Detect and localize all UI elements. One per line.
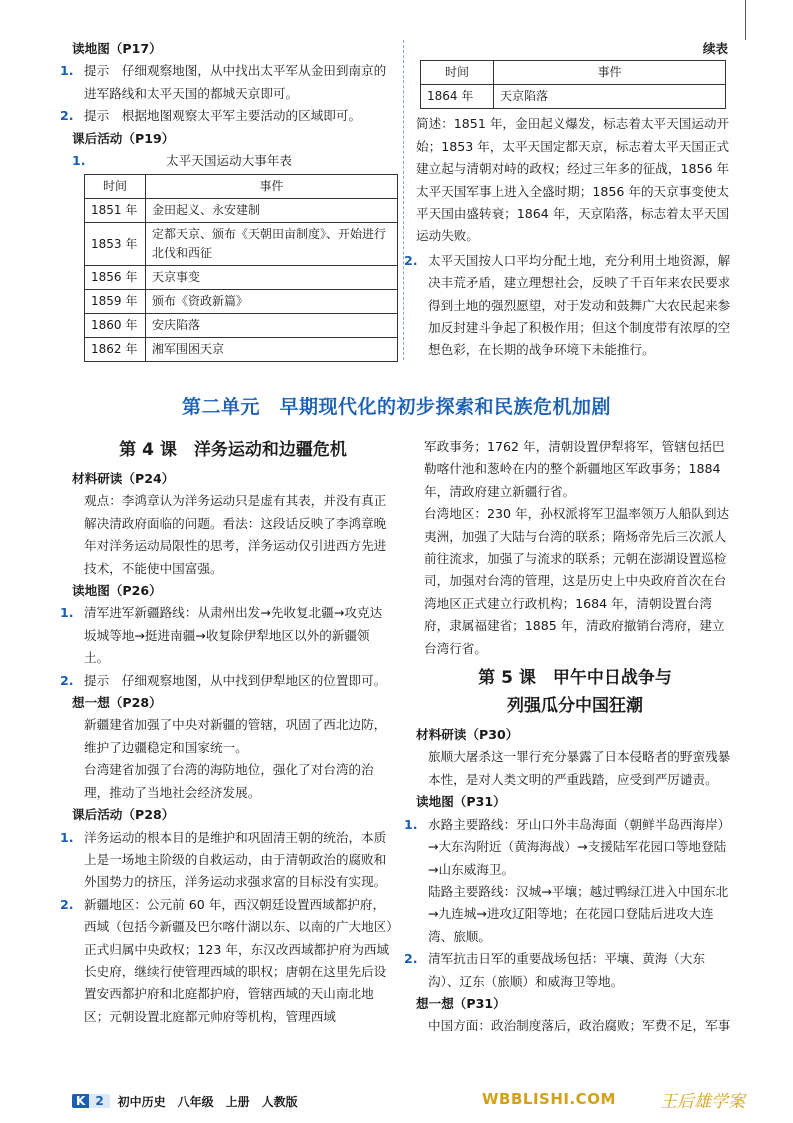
- table-caption: 1. 太平天国运动大事年表: [72, 153, 292, 169]
- table-header-row: [421, 61, 726, 85]
- think-text: 中国方面：政治制度落后，政治腐败；军费不足，军事: [428, 1018, 731, 1034]
- table-cell-event: 颁布《资政新篇》: [146, 290, 398, 314]
- think-text-2: 台湾建省加强了台湾的海防地位，强化了对台湾的治理，推动了当地社会经济发展。: [84, 762, 374, 800]
- read-map-item-1: 1. 提示 仔细观察地图，从中找出太平军从金田到南京的进军路线和太平天国的都城天京即可。: [60, 63, 387, 101]
- after-class-heading: 课后活动（P19）: [72, 130, 175, 146]
- left-top-section: [60, 38, 394, 362]
- table-cell-year: 1860 年: [85, 314, 146, 338]
- table-cell-event: 安庆陷落: [146, 314, 398, 338]
- table-header-time: 时间: [85, 175, 146, 199]
- table-cell-event: 金田起义、永安建制: [146, 199, 398, 223]
- brand-signature: 王后雄学案: [660, 1092, 745, 1112]
- page-number-badge: [72, 1092, 110, 1110]
- table-cell-year: 1859 年: [85, 290, 146, 314]
- read-map-item-2: 2. 提示 根据地图观察太平军主要活动的区域即可。: [60, 108, 362, 124]
- think-heading: 想一想（P28）: [72, 695, 162, 711]
- table-header-time: 时间: [421, 61, 494, 85]
- summary-text: 简述：1851 年，金田起义爆发，标志着太平天国运动开始；1853 年，太平天国定都天京，标志着太平天国正式建立起与清朝对峙的政权；经过三年多的征战，1856 年太平天国军事上进入全盛时期；1856 年的天京事变使太平天国由盛转衰；1864 年，天京陷落，标志着太平天国运动失败。: [416, 116, 730, 244]
- read-map-heading: 读地图（P17）: [72, 41, 162, 56]
- lesson-4-section: [60, 436, 394, 1028]
- column-divider: [403, 40, 404, 360]
- lesson-4-title: 第 4 课 洋务运动和边疆危机: [119, 440, 347, 460]
- lesson-5-title-line-2: 列强瓜分中国狂潮: [507, 696, 643, 717]
- k-logo: K: [72, 1094, 89, 1108]
- table-row: [85, 223, 398, 266]
- website-watermark: WBBLISHI.COM: [482, 1090, 616, 1108]
- table-row: [85, 290, 398, 314]
- table-header-row: [85, 175, 398, 199]
- read-map-heading: 读地图（P26）: [72, 583, 162, 599]
- table-cell-event: 天京事变: [146, 266, 398, 290]
- read-map-item-1: 1. 水路主要路线：牙山口外丰岛海面（朝鲜半岛西海岸）→大东沟附近（黄海海战）→支援陆军花园口等地登陆→山东威海卫。: [404, 816, 731, 877]
- material-text: 观点：李鸿章认为洋务运动只是虚有其表，并没有真正解决清政府面临的问题。看法：这段话反映了李鸿章晚年对洋务运动局限性的思考，洋务运动仅引进西方先进技术，不能使中国富强。: [84, 493, 387, 576]
- think-text-1: 新疆建省加强了中央对新疆的管辖，巩固了西北边防，维护了边疆稳定和国家统一。: [84, 717, 387, 755]
- table-cell-year: 1864 年: [421, 85, 494, 109]
- after-class-heading: 课后活动（P28）: [72, 807, 175, 823]
- page-edge-line: [745, 0, 746, 40]
- material-heading: 材料研读（P24）: [72, 471, 175, 486]
- table-cell-year: 1853 年: [85, 223, 146, 266]
- after-class-item-1: 1. 洋务运动的根本目的是维护和巩固清王朝的统治，本质上是一场地主阶级的自救运动，由于清朝政治的腐败和外国势力的挤压，洋务运动求强求富的目标没有实现。: [60, 829, 387, 890]
- table-cell-year: 1851 年: [85, 199, 146, 223]
- lesson-5-title-line-1: 第 5 课 甲午中日战争与: [478, 668, 672, 689]
- unit-title: 第二单元 早期现代化的初步探索和民族危机加剧: [181, 396, 611, 418]
- book-info: 初中历史 八年级 上册 人教版: [117, 1094, 298, 1109]
- table-header-event: 事件: [494, 61, 726, 85]
- read-map-heading: 读地图（P31）: [416, 794, 506, 810]
- table-cell-year: 1862 年: [85, 338, 146, 362]
- item-2: 2. 太平天国按人口平均分配土地，充分利用土地资源，解决丰荒矛盾，建立理想社会，反映了千百年来农民要求得到土地的强烈愿望，对于发动和鼓舞广大农民起来参加反封建斗争起了积极作用；但这个制度带有浓厚的空想色彩，在长期的战争环境下未能推行。: [404, 252, 731, 358]
- continued-table: [420, 60, 726, 109]
- table-cell-event: 定都天京、颁布《天朝田亩制度》、开始进行北伐和西征: [146, 223, 398, 266]
- table-row: [85, 199, 398, 223]
- page-number: 2: [89, 1094, 109, 1108]
- taiping-events-table: [84, 174, 398, 362]
- right-top-section: [404, 38, 734, 362]
- page-footer: [72, 1092, 298, 1110]
- xinjiang-continued-text: 军政事务；1762 年，清朝设置伊犁将军，管辖包括巴勒喀什池和葱岭在内的整个新疆地区军政事务；1884 年，清政府建立新疆行省。: [424, 439, 725, 499]
- continued-label: 续表: [702, 41, 728, 56]
- table-header-event: 事件: [146, 175, 398, 199]
- taiwan-text: 台湾地区：230 年，孙权派将军卫温率领万人船队到达夷洲，加强了大陆与台湾的联系；隋炀帝先后三次派人前往流求，加强了与流求的联系；元朝在澎湖设置巡检司，加强对台湾的管理，这是历史上中央政府首次在台湾地区正式建立行政机构；1684 年，清朝设置台湾府，隶属福建省；1885 年，清政府撤销台湾府，建立台湾行省。: [424, 506, 730, 656]
- think-heading: 想一想（P31）: [416, 995, 506, 1011]
- table-row: [85, 314, 398, 338]
- table-row: [85, 338, 398, 362]
- table-cell-event: 湘军围困天京: [146, 338, 398, 362]
- right-lower-section: [404, 436, 734, 1038]
- read-map-item-2: 2. 清军抗击日军的重要战场包括：平壤、黄海（大东沟）、辽东（旅顺）和威海卫等地。: [404, 951, 706, 989]
- land-route-text: 陆路主要路线：汉城→平壤；越过鸭绿江进入中国东北→九连城→进攻辽阳等地；在花园口登陆后进攻大连湾、旅顺。: [428, 883, 729, 944]
- table-row: [85, 266, 398, 290]
- after-class-item-2: 2. 新疆地区：公元前 60 年，西汉朝廷设置西域都护府，西域（包括今新疆及巴尔喀什湖以东、以南的广大地区）正式归属中央政权；123 年，东汉改西域都护府为西域长史府，继续行使管理西域的职权；唐朝在这里先后设置安西都护府和北庭都护府，管辖西域的天山南北地区；元朝设置北庭都元帅府等机构，管理西域: [60, 896, 393, 1024]
- read-map-item-1: 1. 清军进军新疆路线：从肃州出发→先收复北疆→攻克达坂城等地→挺进南疆→收复除伊犁地区以外的新疆领土。: [60, 605, 383, 666]
- table-row: [421, 85, 726, 109]
- material-text: 旅顺大屠杀这一罪行充分暴露了日本侵略者的野蛮残暴本性，是对人类文明的严重践踏，应受到严厉谴责。: [428, 749, 731, 787]
- read-map-item-2: 2. 提示 仔细观察地图，从中找到伊犁地区的位置即可。: [60, 672, 387, 688]
- table-cell-year: 1856 年: [85, 266, 146, 290]
- table-cell-event: 天京陷落: [494, 85, 726, 109]
- material-heading: 材料研读（P30）: [416, 727, 519, 743]
